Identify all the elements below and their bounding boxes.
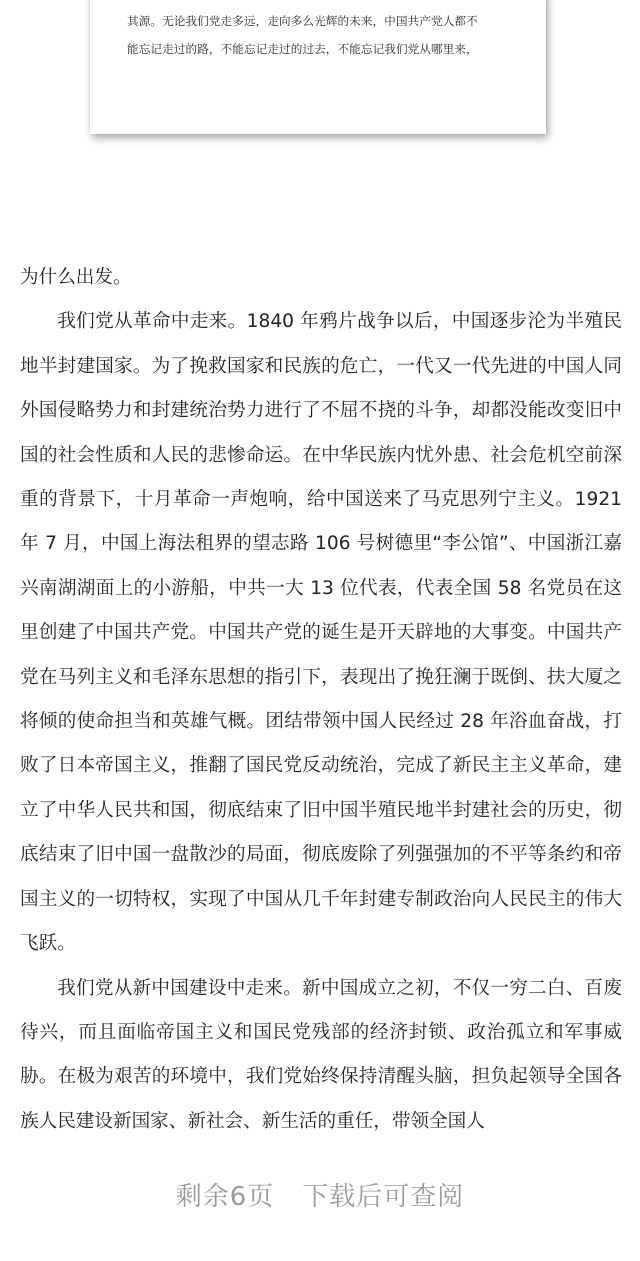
preview-page-card — [90, 0, 546, 134]
article-paragraph: 为什么出发。 — [20, 267, 132, 288]
article-paragraph: 我们党从革命中走来。1840 年鸦片战争以后，中国逐步沦为半殖民地半封建国家。为了挽救国家和民族的危亡，一代又一代先进的中国人同外国侵略势力和封建统治势力进行了不屈不挠的斗争，却都没能改变旧中国的社会性质和人民的悲惨命运。在中华民族内忧外患、社会危机空前深重的背景下，十月革命一声炮响，给中国送来了马克思列宁主义。1921 年 7 月，中国上海法租界的望志路 106 号树德里“李公馆”、中国浙江嘉兴南湖湖面上的小游船，中共一大 13 位代表，代表全国 58 名党员在这里创建了中国共产党。中国共产党的诞生是开天辟地的大事变。中国共产党在马列主义和毛泽东思想的指引下，表现出了挽狂澜于既倒、扶大厦之将倾的使命担当和英雄气概。团结带领中国人民经过 28 年浴血奋战，打败了日本帝国主义，推翻了国民党反动统治，完成了新民主主义革命，建立了中华人民共和国，彻底结束了旧中国半殖民地半封建社会的历史，彻底结束了旧中国一盘散沙的局面，彻底废除了列强强加的不平等条约和帝国主义的一切特权，实现了中国从几千年封建专制政治向人民民主的伟大飞跃。 — [20, 311, 622, 955]
download-to-read-label: 下载后可查阅 — [302, 1182, 465, 1212]
article-paragraph: 我们党从新中国建设中走来。新中国成立之初，不仅一穷二白、百废待兴，而且面临帝国主义和国民党残部的经济封锁、政治孤立和军事威胁。在极为艰苦的环境中，我们党始终保持清醒头脑，担负起领导全国各族人民建设新国家、新社会、新生活的重任，带领全国人 — [20, 977, 622, 1132]
remaining-pages-label: 剩余6页 — [175, 1182, 275, 1212]
article-body — [20, 256, 622, 1144]
download-prompt[interactable] — [0, 1176, 640, 1213]
preview-text-line: 能忘记走过的路，不能忘记走过的过去，不能忘记我们党从哪里来， — [127, 42, 478, 56]
preview-text-line: 其源。无论我们党走多远，走向多么光辉的未来，中国共产党人都不 — [127, 14, 478, 28]
